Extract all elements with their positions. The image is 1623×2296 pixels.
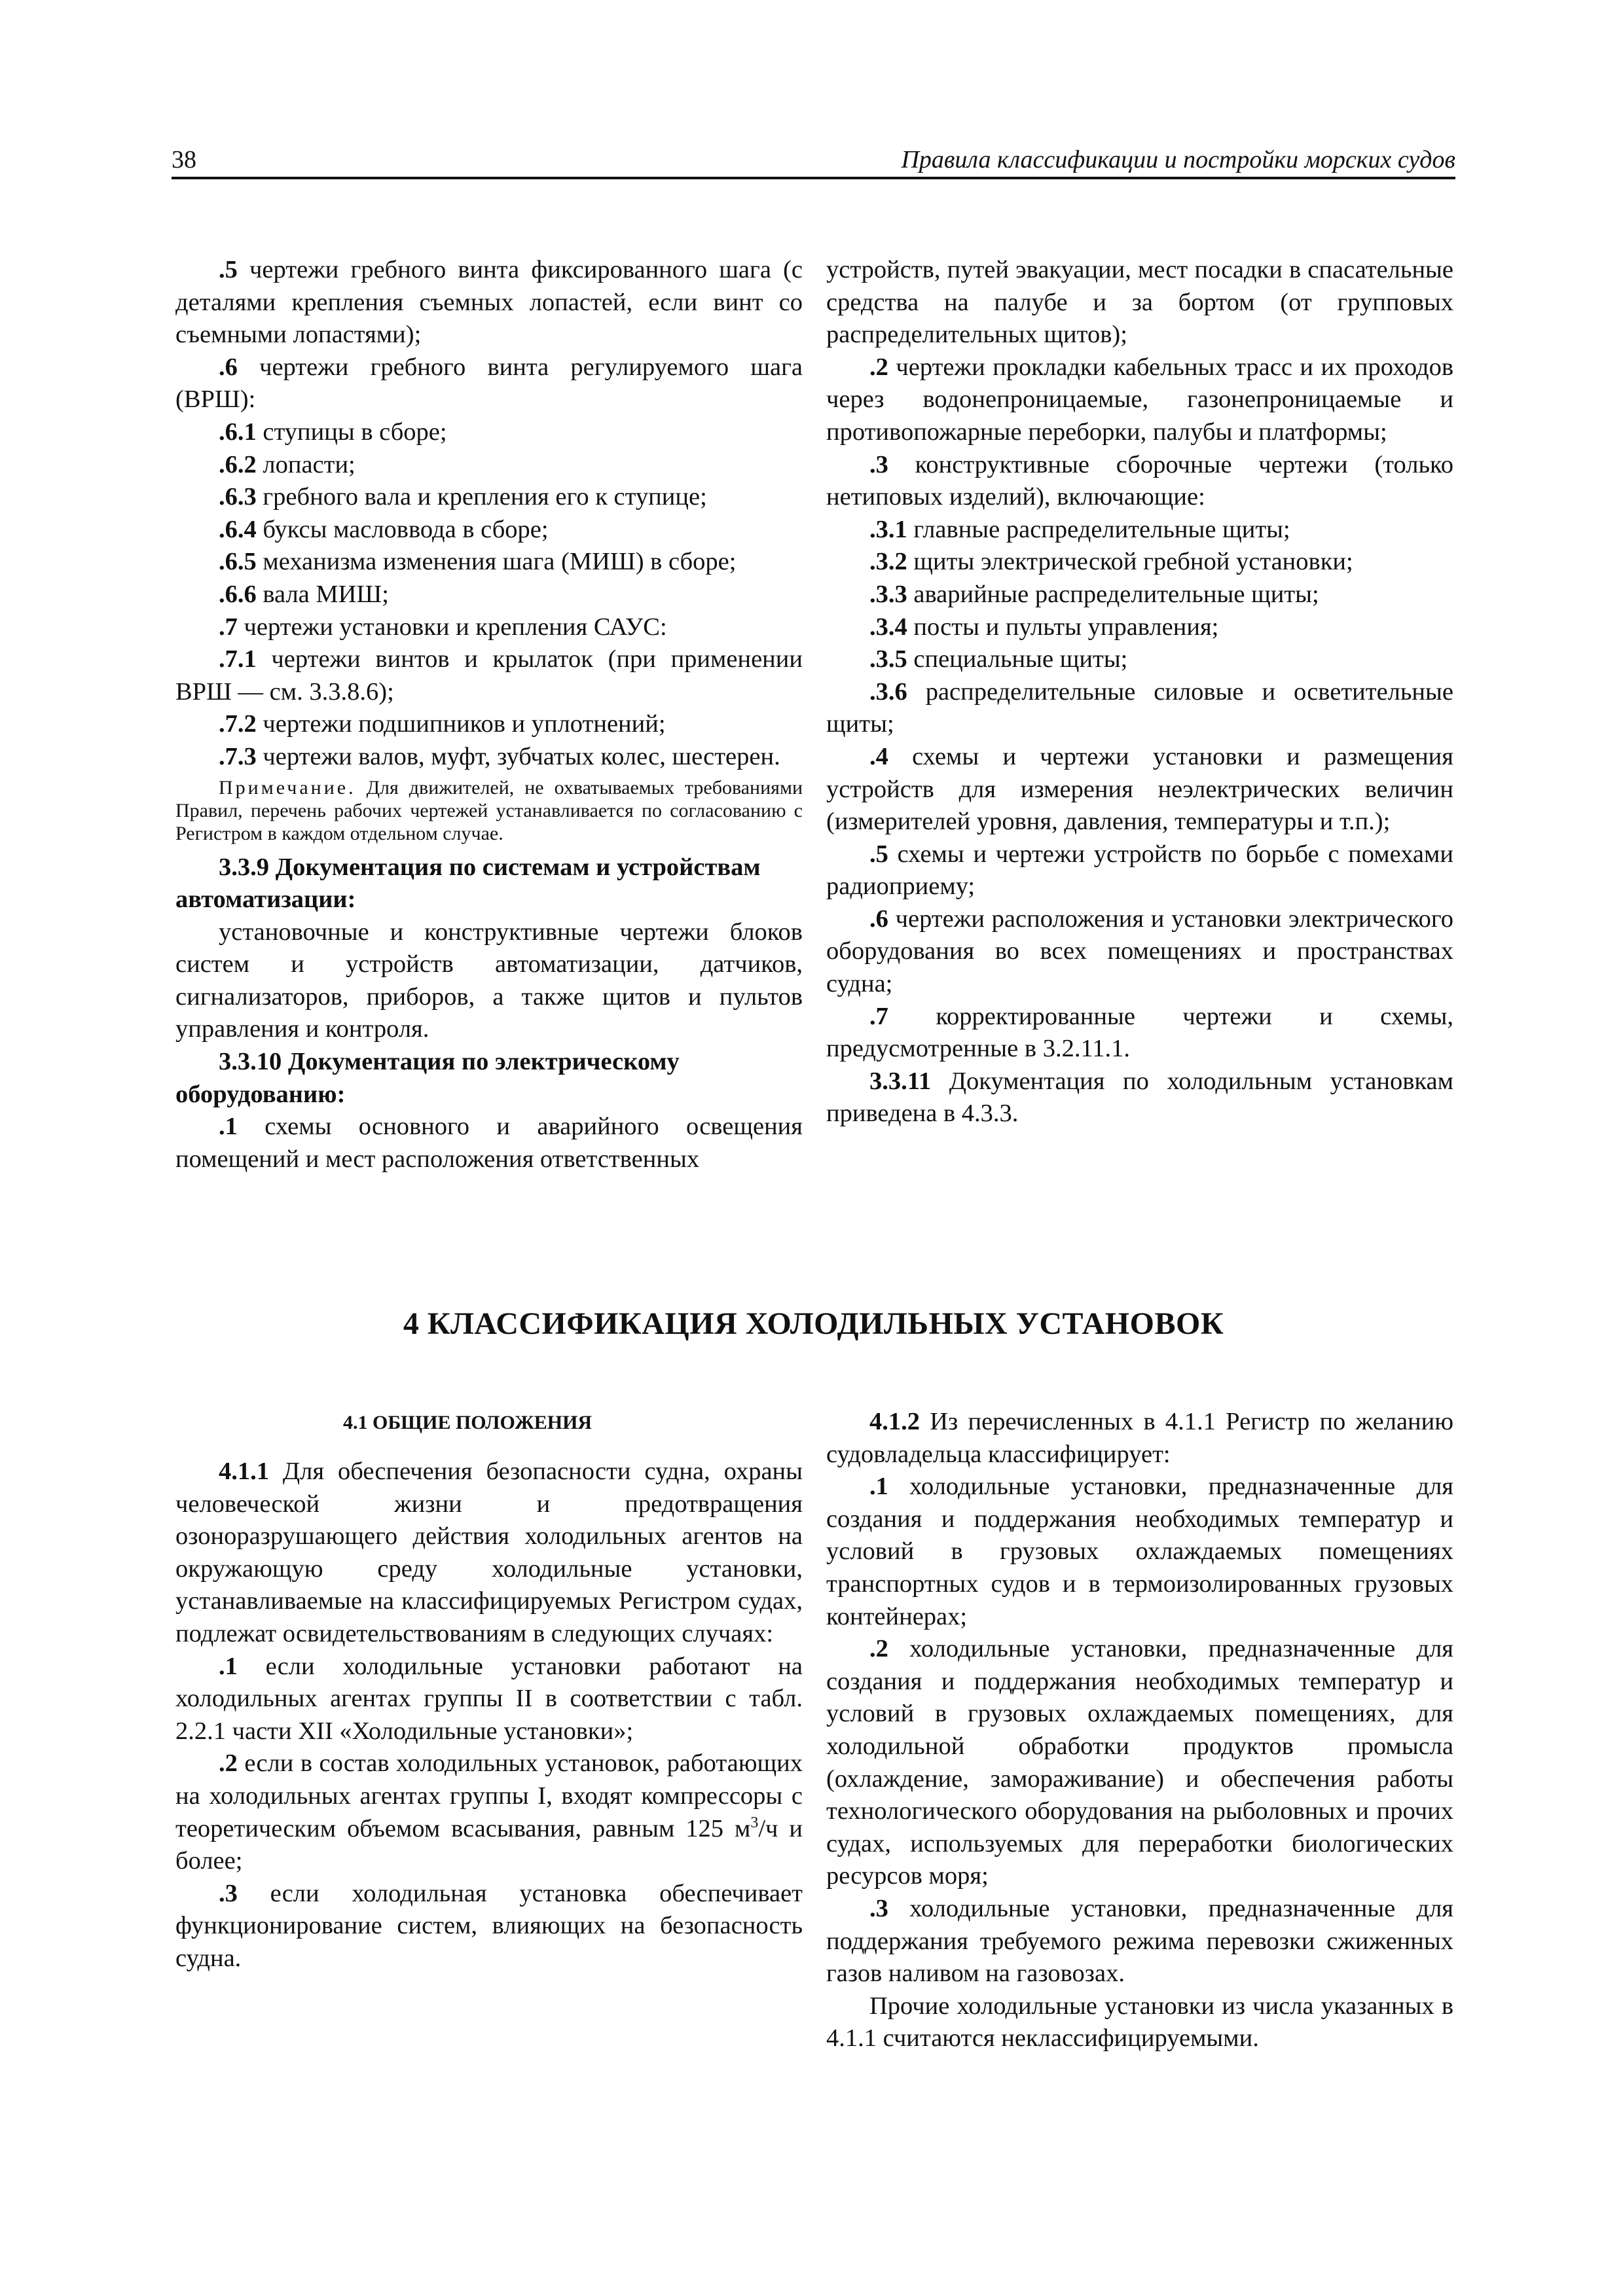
section-title: 4 КЛАССИФИКАЦИЯ ХОЛОДИЛЬНЫХ УСТАНОВОК: [403, 1306, 1224, 1341]
paragraph: .4 схемы и чертежи установки и размещения устройств для измерения неэлектрических величин (измерителей уровня, давления, температуры и т.п.);: [826, 742, 1453, 836]
paragraph: .1 схемы основного и аварийного освещения помещений и мест расположения ответственных: [175, 1113, 803, 1173]
column-right-bottom: [826, 1406, 1453, 2055]
paragraph: 4.1.1 Для обеспечения безопасности судна, охраны человеческой жизни и предотвращения озоноразрушающего действия холодильных агентов на окружающую среду холодильные установки, устанавливаемые на классифицируемых Регистром судах, подлежат освидетельствованиям в следующих случаях:: [175, 1458, 803, 1647]
header-rule: [172, 177, 1455, 179]
paragraph: .3.5 специальные щиты;: [869, 645, 1128, 673]
paragraph: .6.2 лопасти;: [219, 450, 356, 478]
paragraph: .3 если холодильная установка обеспечивает функционирование систем, влияющих на безопасность судна.: [175, 1879, 803, 1972]
paragraph: Прочие холодильные установки из числа указанных в 4.1.1 считаются неклассифицируемыми.: [826, 1992, 1453, 2053]
paragraph: 4.1.2 Из перечисленных в 4.1.1 Регистр по желанию судовладельца классифицирует:: [826, 1408, 1453, 1468]
subsection-heading: 4.1 ОБЩИЕ ПОЛОЖЕНИЯ: [343, 1412, 593, 1433]
section-heading-3-3-9: 3.3.9 Документация по системам и устройствам автоматизации:: [175, 853, 761, 914]
column-left-top: [175, 254, 803, 1175]
paragraph: установочные и конструктивные чертежи блоков систем и устройств автоматизации, датчиков, сигнализаторов, приборов, а также щитов и пультов управления и контроля.: [175, 918, 803, 1043]
paragraph: .3 холодильные установки, предназначенные для поддержания требуемого режима перевозки сжиженных газов наливом на газовозах.: [826, 1894, 1453, 1988]
paragraph: .7 чертежи установки и крепления САУС:: [219, 613, 667, 641]
paragraph: .7 корректированные чертежи и схемы, предусмотренные в 3.2.11.1.: [826, 1002, 1453, 1063]
paragraph: .7.3 чертежи валов, муфт, зубчатых колес, шестерен.: [219, 742, 780, 770]
page-number: 38: [172, 146, 196, 173]
paragraph: .7.1 чертежи винтов и крылаток (при применении ВРШ — см. 3.3.8.6);: [175, 645, 803, 706]
paragraph: .1 холодильные установки, предназначенные для создания и поддержания необходимых температур и условий в грузовых охлаждаемых помещениях транспортных судов и в термоизолированных грузовых контейнерах;: [826, 1473, 1453, 1630]
note: Примечание. Для движителей, не охватываемых требованиями Правил, перечень рабочих чертежей устанавливается по согласованию с Регистром в каждом отдельном случае.: [175, 776, 803, 844]
paragraph: .7.2 чертежи подшипников и уплотнений;: [219, 710, 666, 738]
paragraph: .3 конструктивные сборочные чертежи (только нетиповых изделий), включающие:: [826, 450, 1453, 511]
paragraph: .6.1 ступицы в сборе;: [219, 418, 447, 446]
paragraph: .5 схемы и чертежи устройств по борьбе с помехами радиоприему;: [826, 840, 1453, 901]
paragraph: .5 чертежи гребного винта фиксированного шага (с деталями крепления съемных лопастей, если винт со съемными лопастями);: [175, 256, 803, 349]
section-heading-3-3-10: 3.3.10 Документация по электрическому оборудованию:: [175, 1048, 680, 1108]
paragraph: .2 холодильные установки, предназначенные для создания и поддержания необходимых температур и условий в грузовых охлаждаемых помещениях, для холодильной обработки продуктов промысла (охлаждение, замораживание) и обеспечения работы технологического оборудования на рыболовных и прочих судах, используемых для переработки биологических ресурсов моря;: [826, 1635, 1453, 1890]
paragraph: .2 чертежи прокладки кабельных трасс и их проходов через водонепроницаемые, газонепроницаемые и противопожарные переборки, палубы и платформы;: [826, 353, 1453, 446]
paragraph: .3.3 аварийные распределительные щиты;: [869, 580, 1319, 608]
paragraph: .2 если в состав холодильных установок, работающих на холодильных агентах группы I, входят компрессоры с теоретическим объемом всасывания, равным 125 $м^3/ч$ и более;: [175, 1749, 803, 1875]
paragraph: .6.5 механизма изменения шага (МИШ) в сборе;: [219, 548, 737, 576]
paragraph: .3.2 щиты электрической гребной установки;: [869, 548, 1353, 576]
column-left-bottom: [175, 1406, 803, 1975]
paragraph: .3.6 распределительные силовые и осветительные щиты;: [826, 677, 1453, 738]
paragraph: .6.4 буксы масловвода в сборе;: [219, 515, 549, 543]
paragraph: .6.6 вала МИШ;: [219, 580, 389, 608]
column-right-top: [826, 254, 1453, 1130]
paragraph: .1 если холодильные установки работают на холодильных агентах группы II в соответствии с табл. 2.2.1 части XII «Холодильные установки»;: [175, 1652, 803, 1745]
paragraph: .6.3 гребного вала и крепления его к ступице;: [219, 483, 707, 511]
paragraph: .3.1 главные распределительные щиты;: [869, 515, 1290, 543]
paragraph: .6 чертежи расположения и установки электрического оборудования во всех помещениях и пространствах судна;: [826, 905, 1453, 998]
paragraph: .3.4 посты и пульты управления;: [869, 613, 1219, 641]
paragraph: .6 чертежи гребного винта регулируемого шага (ВРШ):: [175, 353, 803, 414]
paragraph: устройств, путей эвакуации, мест посадки в спасательные средства на палубе и за бортом (от групповых распределительных щитов);: [826, 256, 1453, 349]
running-title: Правила классификации и постройки морских судов: [901, 146, 1455, 173]
paragraph: 3.3.11 Документация по холодильным установкам приведена в 4.3.3.: [826, 1067, 1453, 1128]
